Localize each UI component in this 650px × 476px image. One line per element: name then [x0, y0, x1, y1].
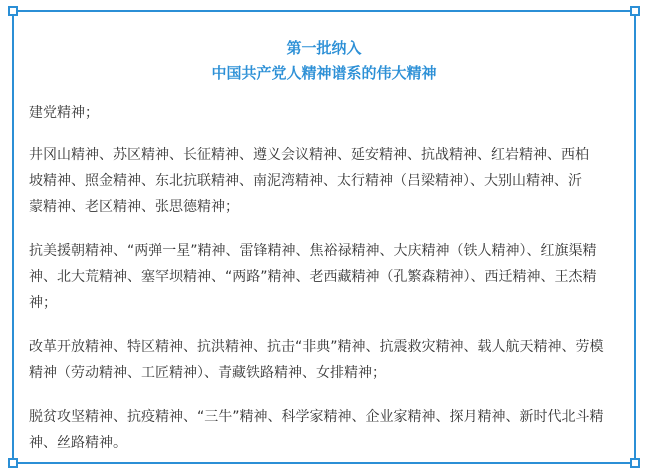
paragraph-reform-era	[29, 334, 623, 386]
paragraph-founding	[29, 100, 623, 126]
text-line: 建党精神；	[29, 105, 99, 121]
text-line: 神、丝路精神。	[29, 435, 127, 451]
text-line: 抗美援朝精神、“两弹一星”精神、雷锋精神、焦裕禄精神、大庆精神（铁人精神）、红旗渠精	[29, 243, 597, 259]
text-line: 脱贫攻坚精神、抗疫精神、“三牛”精神、科学家精神、企业家精神、探月精神、新时代北斗精	[29, 409, 604, 425]
text-line: 改革开放精神、特区精神、抗洪精神、抗击“非典”精神、抗震救灾精神、载人航天精神、劳模	[29, 339, 604, 355]
text-line: 蒙精神、老区精神、张思德精神；	[29, 199, 239, 215]
bordered-card	[12, 10, 636, 464]
frame-corner-top-right	[630, 6, 640, 16]
text-line: 神；	[29, 295, 57, 311]
text-line: 神、北大荒精神、塞罕坝精神、“两路”精神、老西藏精神（孔繁森精神）、西迁精神、王杰精	[29, 269, 597, 285]
paragraph-revolution-era	[29, 142, 623, 220]
paragraph-new-era	[29, 404, 623, 456]
frame-corner-top-left	[8, 6, 18, 16]
text-line: 精神（劳动精神、工匠精神）、青藏铁路精神、女排精神；	[29, 365, 386, 381]
text-line: 井冈山精神、苏区精神、长征精神、遵义会议精神、延安精神、抗战精神、红岩精神、西柏	[29, 147, 589, 163]
spirit-list	[29, 100, 623, 474]
heading-line-1: 第一批纳入	[286, 39, 362, 57]
frame-corner-bottom-right	[630, 458, 640, 468]
text-line: 坡精神、照金精神、东北抗联精神、南泥湾精神、太行精神（吕梁精神）、大别山精神、沂	[29, 173, 582, 189]
frame-corner-bottom-left	[8, 458, 18, 468]
heading-line-2: 中国共产党人精神谱系的伟大精神	[211, 64, 437, 82]
paragraph-construction-era	[29, 238, 623, 316]
